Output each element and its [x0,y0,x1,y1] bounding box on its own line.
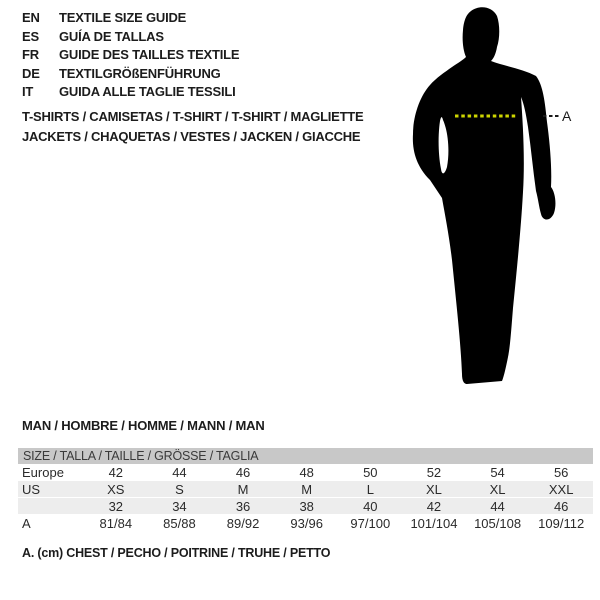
size-cell: 44 [490,499,505,514]
size-table-row [18,481,593,498]
category-titles [22,107,363,146]
language-guide-list [22,9,239,102]
category-line-jackets: JACKETS / CHAQUETAS / VESTES / JACKEN / GIACCHE [22,128,361,144]
section-title-man: MAN / HOMBRE / HOMME / MANN / MAN [22,418,265,433]
size-cell: XXL [548,482,574,497]
size-cell: 50 [363,465,378,480]
size-cell: 109/112 [538,516,585,531]
language-code: DE [22,65,40,81]
size-table-row [18,498,593,515]
language-row [22,83,239,102]
size-row-label: A [22,516,31,531]
size-row-label: US [22,482,41,497]
size-cell: 52 [426,465,442,480]
size-cell: 101/104 [410,516,458,531]
language-row [22,28,239,47]
size-cell: 97/100 [350,516,391,531]
language-code: EN [22,10,40,25]
man-silhouette [400,0,600,400]
language-label: GUÍA DE TALLAS [59,28,164,44]
size-cell: 34 [172,499,187,514]
size-table-header: SIZE / TALLA / TAILLE / GRÖSSE / TAGLIA [18,448,593,464]
size-cell: L [366,482,374,497]
language-row [22,9,239,28]
size-cell: 85/88 [163,516,196,531]
man-silhouette-path [413,7,556,384]
size-cell: XL [489,482,506,497]
size-cell: 40 [363,499,378,514]
language-label: TEXTILE SIZE GUIDE [59,10,187,25]
size-cell: M [237,482,249,497]
language-label: GUIDA ALLE TAGLIE TESSILI [59,84,236,100]
size-cell: 54 [490,465,505,480]
size-table-row [18,464,593,481]
size-cell: 46 [235,465,251,480]
size-table-row [18,515,593,532]
size-cell: 42 [108,465,124,480]
category-line-tshirts: T-SHIRTS / CAMISETAS / T-SHIRT / T-SHIRT / MAGLIETTE [22,109,364,124]
size-cell: XS [107,482,125,497]
language-code: FR [22,47,39,63]
size-cell: 81/84 [99,516,133,531]
size-cell: XL [425,482,442,497]
language-row [22,46,239,65]
size-cell: 38 [299,499,314,514]
size-table-body [18,464,593,532]
size-cell: 44 [172,465,187,480]
size-cell: 42 [426,499,442,514]
language-label: TEXTILGRÖßENFÜHRUNG [59,65,221,81]
chest-measure-footnote: A. (cm) CHEST / PECHO / POITRINE / TRUHE / PETTO [22,546,331,560]
size-cell: M [301,482,313,497]
language-code: ES [22,28,39,44]
size-row-label: Europe [22,465,64,480]
size-cell: 36 [235,499,251,514]
measure-label-a: A [562,108,572,124]
size-cell: 46 [553,499,569,514]
size-cell: 48 [299,465,314,480]
size-cell: 56 [553,465,569,480]
size-row-label [18,498,84,514]
language-code: IT [22,84,34,100]
size-cell: S [175,482,184,497]
size-cell: 32 [108,499,124,514]
language-row [22,65,239,84]
size-cell: 105/108 [474,516,522,531]
size-table [18,448,593,532]
size-cell: 93/96 [290,516,323,531]
size-cell: 89/92 [226,516,260,531]
language-label: GUIDE DES TAILLES TEXTILE [59,47,240,63]
